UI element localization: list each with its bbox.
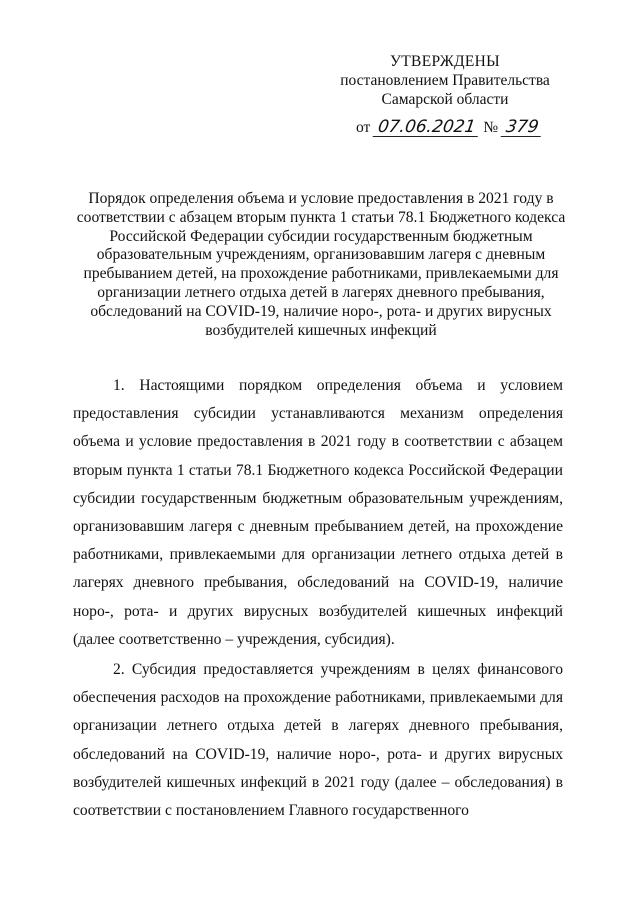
number-label: № (483, 119, 499, 136)
from-label: от (356, 119, 371, 136)
document-title: Порядок определения объема и условие предоставления в 2021 году в соответствии с абзацем вторым пункта 1 статьи 78.1 Бюджетного кодекса Российской Федерации субсидии государственным бюджетным образовательным учреждениям, организовавшим лагеря с дневным пребыванием детей, на прохождение работниками, привлекаемыми для организации летнего отдыха детей в лагерях дневного пребывания, обследований на COVID-19, наличие норо-, рота- и других вирусных возбудителей кишечных инфекций (76, 190, 566, 339)
approval-block (330, 52, 560, 109)
paragraph-1: 1. Настоящими порядком определения объема и условием предоставления субсидии устанавливаются механизм определения объема и условие предоставления в 2021 году в соответствии с абзацем вторым пункта 1 статьи 78.1 Бюджетного кодекса Российской Федерации субсидии государственным бюджетным образовательным учреждениям, организовавшим лагеря с дневным пребыванием детей, на прохождение работниками, привлекаемыми для организации летнего отдыха детей в лагерях дневного пребывания, обследований на COVID-19, наличие норо-, рота- и других вирусных возбудителей кишечных инфекций (далее соответственно – учреждения, субсидия). (73, 377, 563, 648)
paragraph-2: 2. Субсидия предоставляется учреждениям в целях финансового обеспечения расходов на прохождение работниками, привлекаемыми для организации летнего отдыха детей в лагерях дневного пребывания, обследований на COVID-19, наличие норо-, рота- и других вирусных возбудителей кишечных инфекций в 2021 году (далее – обследования) в соответствии с постановлением Главного государственного (73, 661, 563, 820)
approval-line-2: Самарской области (381, 91, 509, 108)
document-body (73, 372, 563, 825)
handwritten-number: 379 (501, 118, 544, 137)
approval-line-1: постановлением Правительства (340, 72, 550, 89)
handwritten-date: 07.06.2021 (373, 118, 481, 137)
date-number-line (356, 118, 586, 137)
approved-heading: УТВЕРЖДЕНЫ (390, 53, 500, 70)
